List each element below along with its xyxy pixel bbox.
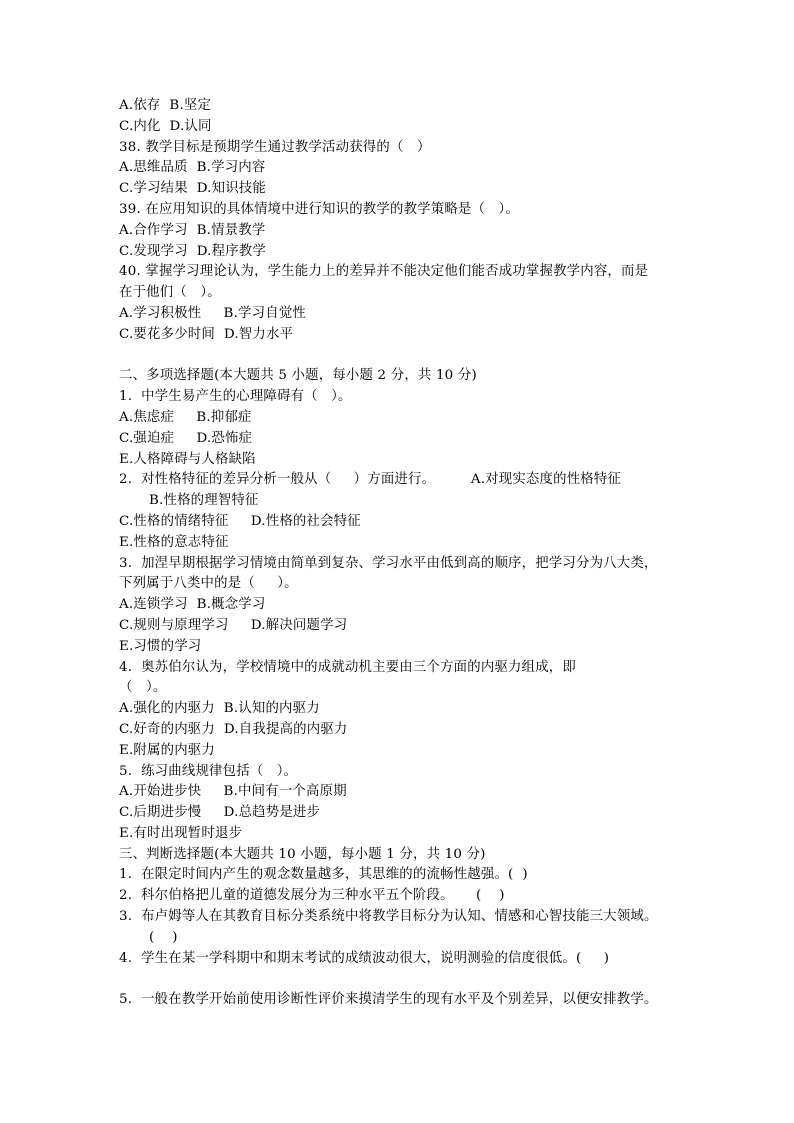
option-line: A.合作学习 B.情景教学 — [119, 222, 266, 238]
question-tf-3: 3. 布卢姆等人在其教育目标分类系统中将教学目标分为认知、情感和心智技能三大领域。 — [119, 909, 658, 925]
question-40: 40. 掌握学习理论认为，学生能力上的差异并不能决定他们能否成功掌握教学内容，而是 — [119, 264, 649, 280]
option-line: A.焦虑症 B.抑郁症 — [119, 409, 252, 425]
question-mc-4-continued: （ ）。 — [119, 680, 167, 696]
question-mc-3: 3. 加涅早期根据学习情境由简单到复杂、学习水平由低到高的顺序，把学习分为八大类， — [119, 555, 658, 571]
question-mc-3-continued: 下列属于八类中的是（ ）。 — [119, 576, 298, 592]
option-line: C.性格的情绪特征 D.性格的社会特征 — [119, 513, 361, 529]
option-line: A.连锁学习 B.概念学习 — [119, 597, 266, 613]
document-page — [119, 96, 699, 1011]
question-tf-2: 2. 科尔伯格把儿童的道德发展分为三种水平五个阶段。 ( ) — [119, 888, 505, 904]
blank-line — [119, 346, 699, 367]
option-line: C.好奇的内驱力 D.自我提高的内驱力 — [119, 721, 348, 737]
option-line: E.有时出现暂时退步 — [119, 825, 243, 841]
section-heading-multiple-choice: 二、多项选择题(本大题共 5 小题，每小题 2 分，共 10 分) — [119, 368, 477, 384]
option-line: E.附属的内驱力 — [119, 742, 215, 758]
option-line: A.开始进步快 B.中间有一个高原期 — [119, 784, 347, 800]
option-line: E.人格障碍与人格缺陷 — [119, 451, 256, 467]
question-tf-3-continued: ( ) — [149, 929, 178, 945]
option-line: C.强迫症 D.恐怖症 — [119, 430, 253, 446]
question-39: 39. 在应用知识的具体情境中进行知识的教学的教学策略是（ ）。 — [119, 201, 519, 217]
question-38: 38. 教学目标是预期学生通过教学活动获得的（ ） — [119, 139, 431, 155]
option-line: C.发现学习 D.程序教学 — [119, 243, 266, 259]
question-mc-4: 4. 奥苏伯尔认为，学校情境中的成就动机主要由三个方面的内驱力组成，即 — [119, 659, 576, 675]
question-40-continued: 在于他们（ ）。 — [119, 285, 221, 301]
question-tf-5: 5. 一般在教学开始前使用诊断性评价来摸清学生的现有水平及个别差异，以便安排教学。 — [119, 992, 658, 1008]
question-mc-2: 2. 对性格特征的差异分析一般从（ ）方面进行。 A.对现实态度的性格特征 — [119, 472, 622, 488]
blank-line — [119, 969, 699, 990]
option-line: A.依存 B.坚定 — [119, 98, 212, 113]
option-line: A.学习积极性 B.学习自觉性 — [119, 305, 307, 321]
question-mc-5: 5. 练习曲线规律包括（ ）。 — [119, 763, 298, 779]
option-line: E.习惯的学习 — [119, 638, 202, 654]
question-mc-1: 1. 中学生易产生的心理障碍有（ ）。 — [119, 389, 352, 405]
question-tf-4: 4. 学生在某一学科期中和期末考试的成绩波动很大，说明测验的信度很低。( ) — [119, 950, 610, 966]
option-line: C.要花多少时间 D.智力水平 — [119, 326, 294, 342]
section-heading-true-false: 三、判断选择题(本大题共 10 小题，每小题 1 分，共 10 分) — [119, 846, 486, 862]
option-line: C.规则与原理学习 D.解决问题学习 — [119, 617, 348, 633]
option-line: C.学习结果 D.知识技能 — [119, 181, 266, 197]
option-line: A.强化的内驱力 B.认知的内驱力 — [119, 701, 320, 717]
option-line: A.思维品质 B.学习内容 — [119, 160, 266, 176]
option-line: E.性格的意志特征 — [119, 534, 229, 550]
question-tf-1: 1. 在限定时间内产生的观念数量越多，其思维的的流畅性越强。( ) — [119, 867, 528, 883]
option-line: B.性格的理智特征 — [149, 493, 259, 509]
option-line: C.内化 D.认同 — [119, 118, 212, 134]
option-line: C.后期进步慢 D.总趋势是进步 — [119, 805, 321, 821]
